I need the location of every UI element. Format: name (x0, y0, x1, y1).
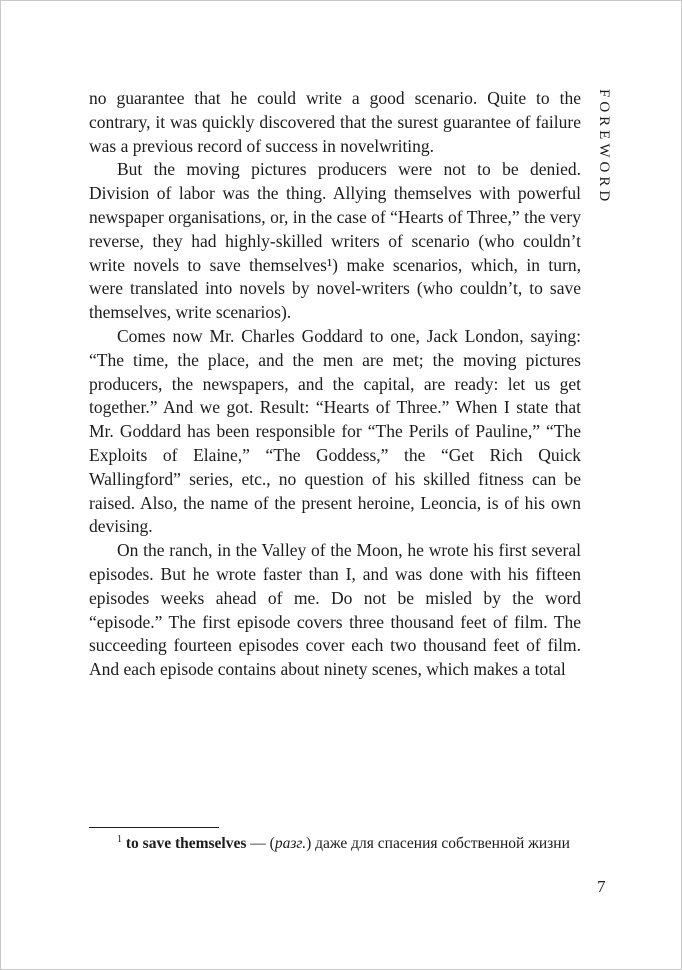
paragraph-2: But the moving pictures producers were not to be denied. Division of labor was the thing. Allying themselves with powerful newspaper organisations, or, in the case of “Hearts of Three,” the very reverse, they had highly-skilled writers of scenario (who couldn’t write novels to save themselves¹) make scenarios, which, in turn, were translated into novels by novel-writers (who couldn’t, to save themselves, write scenarios). (89, 159, 581, 323)
footnote-lang-note: разг. (274, 835, 307, 852)
footnote-divider (89, 827, 219, 828)
footnote-marker: 1 (117, 833, 122, 845)
page-number: 7 (597, 877, 606, 896)
paragraph-4: On the ranch, in the Valley of the Moon, he wrote his first several episodes. But he wrote faster than I, and was done with his fifteen episodes weeks ahead of me. Do not be misled by the word “episode.” The first episode covers three thousand feet of film. The succeeding fourteen episodes cover each two thousand feet of film. And each episode contains about ninety scenes, which makes a total (89, 540, 581, 680)
footnote-translation: ) даже для спасения собственной жизни (306, 835, 570, 852)
paragraph-3: Comes now Mr. Charles Goddard to one, Jack London, saying: “The time, the place, and the men are met; the moving pictures producers, the newspapers, and the capital, are ready: let us get together.” And we got. Result: “Hearts of Three.” When I state that Mr. Goddard has been responsible for “The Perils of Pauline,” “The Exploits of Elaine,” “The Goddess,” the “Get Rich Quick Wallingford” series, etc., no question of his skilled fitness can be raised. Also, the name of the present heroine, Leoncia, is of his own devising. (89, 325, 581, 537)
body-text (89, 87, 581, 682)
footnote-separator: — ( (250, 835, 275, 852)
footnote-term: to save themselves (125, 835, 247, 852)
footnote (89, 827, 581, 855)
footnote-text (89, 832, 581, 855)
paragraph-1: no guarantee that he could write a good scenario. Quite to the contrary, it was quickly discovered that the surest guarantee of failure was a previous record of success in novelwriting. (89, 88, 581, 156)
running-head-foreword: FOREWORD (596, 89, 612, 206)
